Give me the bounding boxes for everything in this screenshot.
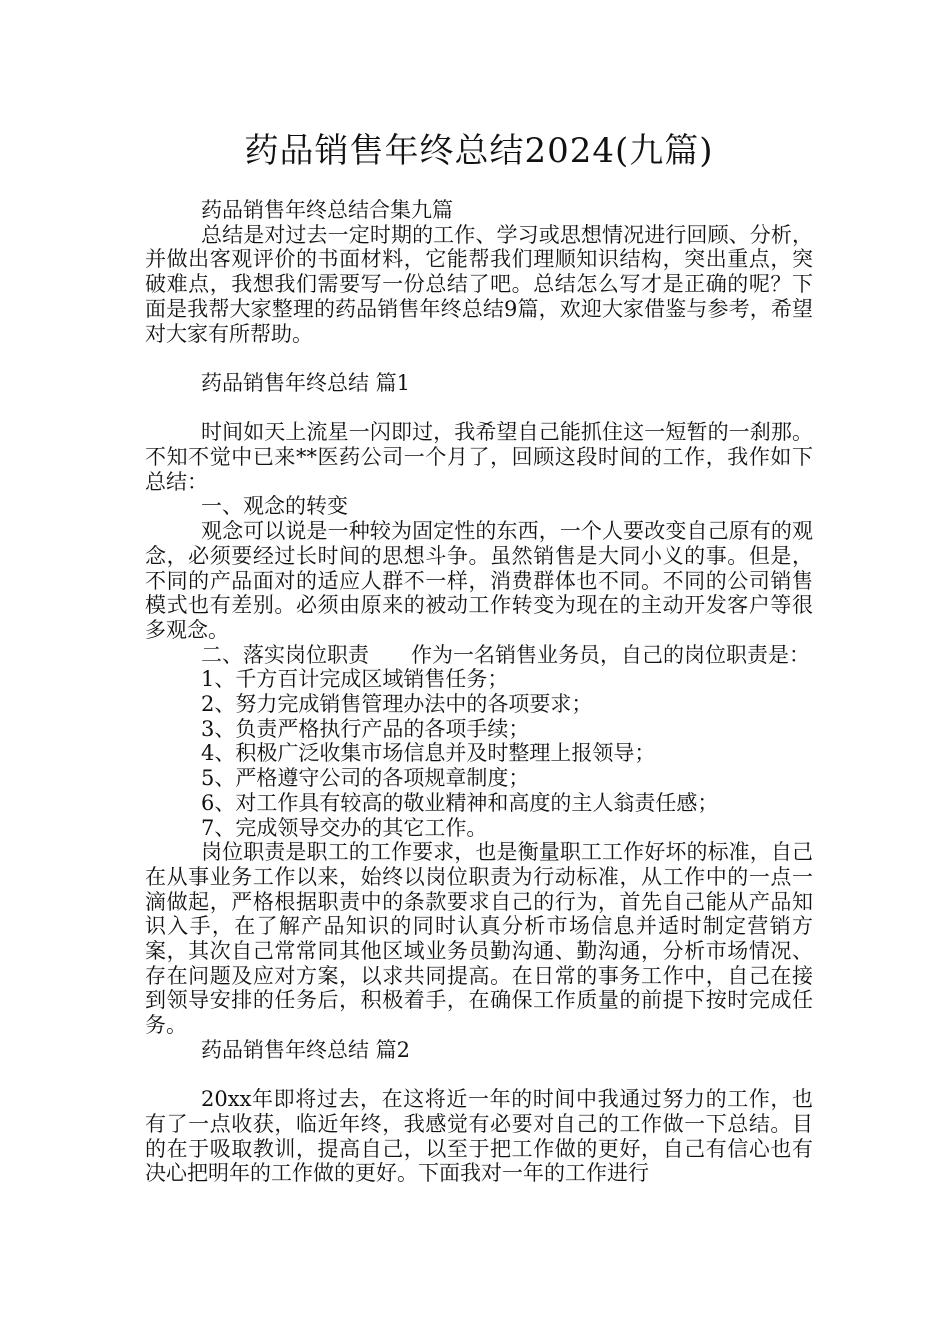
duty-item: 2、努力完成销售管理办法中的各项要求； [201,692,593,717]
section-2-heading: 药品销售年终总结 篇2 [201,1037,411,1062]
intro-paragraph: 总结是对过去一定时期的工作、学习或思想情况进行回顾、分析，并做出客观评价的书面材料，它能帮我们理顺知识结构，突出重点，突破难点，我想我们需要写一份总结了吧。总结怎么写才是正确的呢？下面是我帮大家整理的药品销售年终总结9篇，欢迎大家借鉴与参考，希望对大家有所帮助。 [145,222,813,346]
section-1-heading: 药品销售年终总结 篇1 [201,370,411,395]
spacer [145,396,813,421]
section-1-opening: 时间如天上流星一闪即过，我希望自己能抓住这一短暂的一刹那。不知不觉中已来**医药公司一个月了，回顾这段时间的工作，我作如下总结： [145,420,813,494]
point-2-paragraph: 二、落实岗位职责 作为一名销售业务员，自己的岗位职责是： [201,642,810,667]
duty-item: 6、对工作具有较高的敬业精神和高度的主人翁责任感； [201,790,719,815]
duty-item: 5、严格遵守公司的各项规章制度； [201,766,530,791]
duty-item: 3、负责严格执行产品的各项手续； [201,716,530,741]
document-subtitle: 药品销售年终总结合集九篇 [201,198,453,222]
spacer [145,346,813,371]
section-1-closing: 岗位职责是职工的工作要求，也是衡量职工工作好坏的标准，自己在从事业务工作以来，始终以岗位职责为行动标准，从工作中的一点一滴做起，严格根据职责中的条款要求自己的行为，首先自己能从产品知识入手，在了解产品知识的同时认真分析市场信息并适时制定营销方案，其次自己常常同其他区域业务员勤沟通、勤沟通，分析市场情况、存在问题及应对方案，以求共同提高。在日常的事务工作中，自己在接到领导安排的任务后，积极着手，在确保工作质量的前提下按时完成任务。 [145,840,813,1038]
duty-item: 1、千方百计完成区域销售任务； [201,667,509,692]
point-1-body: 观念可以说是一种较为固定性的东西，一个人要改变自己原有的观念，必须要经过长时间的思想斗争。虽然销售是大同小义的事。但是，不同的产品面对的适应人群不一样，消费群体也不同。不同的公司销售模式也有差别。必须由原来的被动工作转变为现在的主动开发客户等很多观念。 [145,519,813,642]
document-title: 药品销售年终总结2024(九篇) [244,131,714,171]
spacer [145,1063,813,1088]
duty-item: 7、完成领导交办的其它工作。 [201,815,488,840]
section-2-opening: 20xx年即将过去，在这将近一年的时间中我通过努力的工作，也有了一点收获，临近年终，我感觉有必要对自己的工作做一下总结。目的在于吸取教训，提高自己，以至于把工作做的更好，自己有信心也有决心把明年的工作做的更好。下面我对一年的工作进行 [145,1087,813,1186]
document-page [145,128,813,1186]
duty-item: 4、积极广泛收集市场信息并及时整理上报领导； [201,741,656,766]
point-1-heading: 一、观念的转变 [201,494,348,519]
